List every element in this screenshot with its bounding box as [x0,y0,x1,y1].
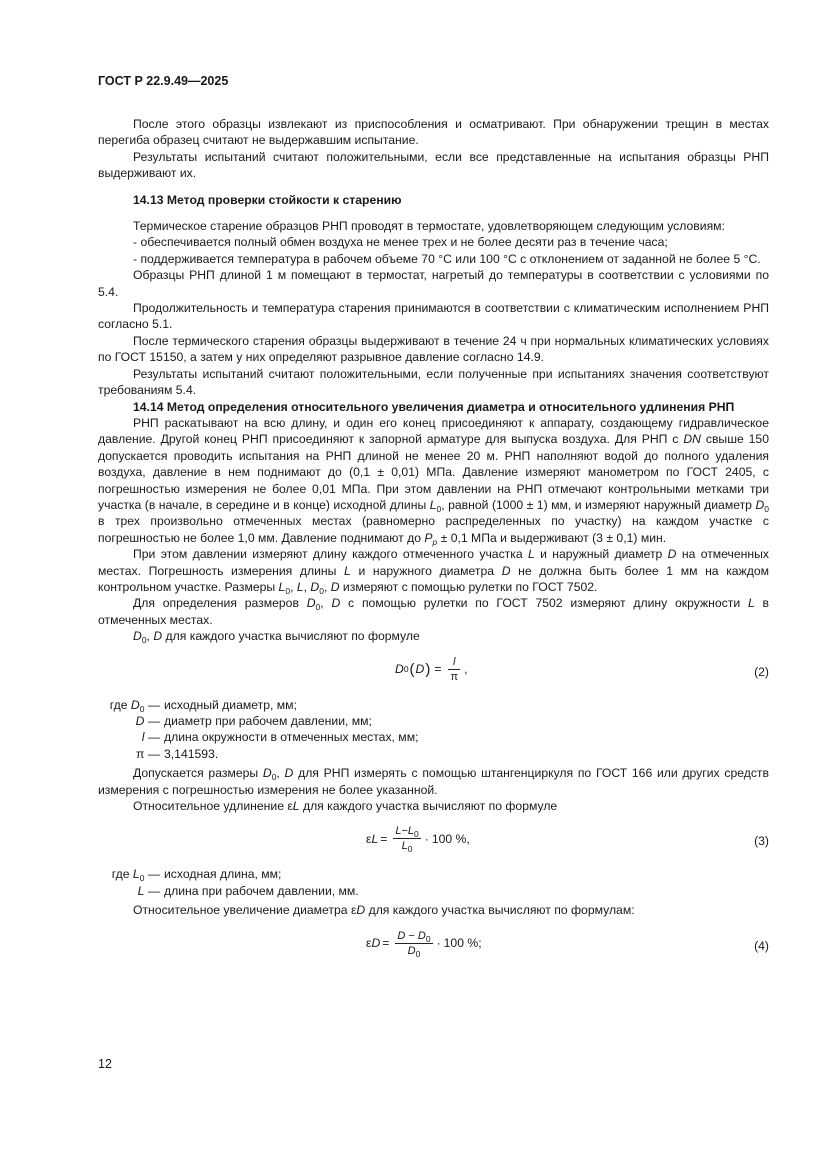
list-item: - поддерживается температура в рабочем объеме 70 °С или 100 °С с отклонением от заданной не более 5 °С. [133,251,761,266]
paragraph: Продолжительность и температура старения принимаются в соответствии с климатическим исполнением РНП согласно 5.1. [98,301,769,332]
formula-2-expression: D 0 ( D ) = $\frac{l}{\pi}$ , [395,655,468,683]
paragraph: Допускается размеры $D_0$, D для РНП измерять с помощью штангенциркуля по ГОСТ 166 или других средств измерения с погрешностью измерения не более указанной. [98,766,769,797]
formula-3-legend [98,866,769,899]
paragraph: Результаты испытаний считают положительными, если все представленные на испытания образцы РНП выдерживают их. [98,149,769,181]
dn-symbol: DN [683,432,701,447]
fraction: $\frac{D - D_0}{D_0}$ [397,929,431,959]
page-number: 12 [98,1057,112,1071]
paragraph: После термического старения образцы выдерживают в течение 24 ч при нормальных климатических условиях по ГОСТ 15150, а затем у них определяют разрывное давление согласно 14.9. [98,333,769,365]
paragraph: Образцы РНП длиной 1 м помещают в термостат, нагретый до температуры в соответствии с условиями по 5.4. [98,268,769,299]
legend-row: L — длина при рабочем давлении, мм. [137,883,359,898]
fraction: $\frac{L-L_0}{L_0}$ [395,825,419,855]
legend-row: π — 3,141593. [136,746,219,761]
formula-4 [98,923,769,967]
paragraph: Для определения размеров $D_0$, D с помощью рулетки по ГОСТ 7502 измеряют длину окружности L в отмеченных местах. [98,596,769,627]
legend-row: D — диаметр при рабочем давлении, мм; [135,714,372,728]
fraction: $\frac{l}{\pi}$ [450,655,459,683]
legend-row: где $L_0$ — исходная длина, мм; [111,867,282,884]
formula-2 [98,649,769,693]
formula-number: (4) [754,938,769,953]
formula-3-expression: ε L = $\frac{L-L_0}{L_0}$ · 100 %, [366,825,470,855]
paragraph: Термическое старение образцов РНП проводят в термостате, удовлетворяющем следующим условиям: [133,219,725,234]
paragraph: При этом давлении измеряют длину каждого отмеченного участка L и наружный диаметр D на отмеченных местах. Погрешность измерения длины L и наружного диаметра D не должна быть более 1 мм на каждом контрольном участке. Размеры $L_0$, L, $D_0$, D измеряют с помощью рулетки по ГОСТ 7502. [98,547,770,596]
document-page [98,74,769,971]
paragraph: После этого образцы извлекают из приспособления и осматривают. При обнаружении трещин в местах перегиба образец считают не выдержавшим испытание. [98,117,769,148]
paragraph: $D_0$, D для каждого участка вычисляют по формуле [133,629,420,646]
formula-4-expression: ε D = $\frac{D - D_0}{D_0}$ · 100 %; [366,929,482,959]
paragraph: Относительное удлинение εL для каждого участка вычисляют по формуле [133,799,558,814]
section-title-14-13: 14.13 Метод проверки стойкости к старению [133,192,402,207]
formula-number: (2) [754,664,769,679]
legend-row: l — длина окружности в отмеченных местах, мм; [141,730,419,745]
paragraph: Результаты испытаний считают положительными, если полученные при испытаниях значения соответствуют требованиям 5.4. [98,366,769,398]
paragraph: РНП раскатывают на всю длину, и один его конец присоединяют к аппарату, создающему гидравлическое давление. Другой конец РНП присоединяют к запорной арматуре для выпуска воздуха. Для РНП с DN свыше 150 допускается проводить испытания на РНП длиной не менее 20 м. РНП наполняют водой до полного удаления воздуха, давление в нем поднимают до (0,1 ± 0,01) МПа. Давление измеряют манометром по ГОСТ 2405, с погрешностью измерения не более 0,01 МПа. При этом давлении на РНП отмечают контрольными метками три участка (в начале, в середине и в конце) исходной длины $L_0$, равной (1000 ± 1) мм, и измеряют наружный диаметр $D_0$ в трех произвольно отмеченных местах (равномерно распределенных по участку) на каждом участке с погрешностью не более 1,0 мм. Давление поднимают до $P_p \pm 0,1$ МПа и выдерживают (3 ± 0,1) мин. [98,415,769,547]
formula-3 [98,818,769,862]
list-item: - обеспечивается полный обмен воздуха не менее трех и не более десяти раз в течение часа; [133,235,668,250]
paragraph: Относительное увеличение диаметра εD для каждого участка вычисляют по формулам: [133,903,635,918]
section-title-14-14: 14.14 Метод определения относительного увеличения диаметра и относительного удлинения РНП [133,399,735,414]
standard-header: ГОСТ Р 22.9.49—2025 [98,74,229,88]
formula-2-legend [98,697,769,763]
formula-number: (3) [754,834,769,849]
legend-row: где $D_0$ — исходный диаметр, мм; [109,697,297,714]
